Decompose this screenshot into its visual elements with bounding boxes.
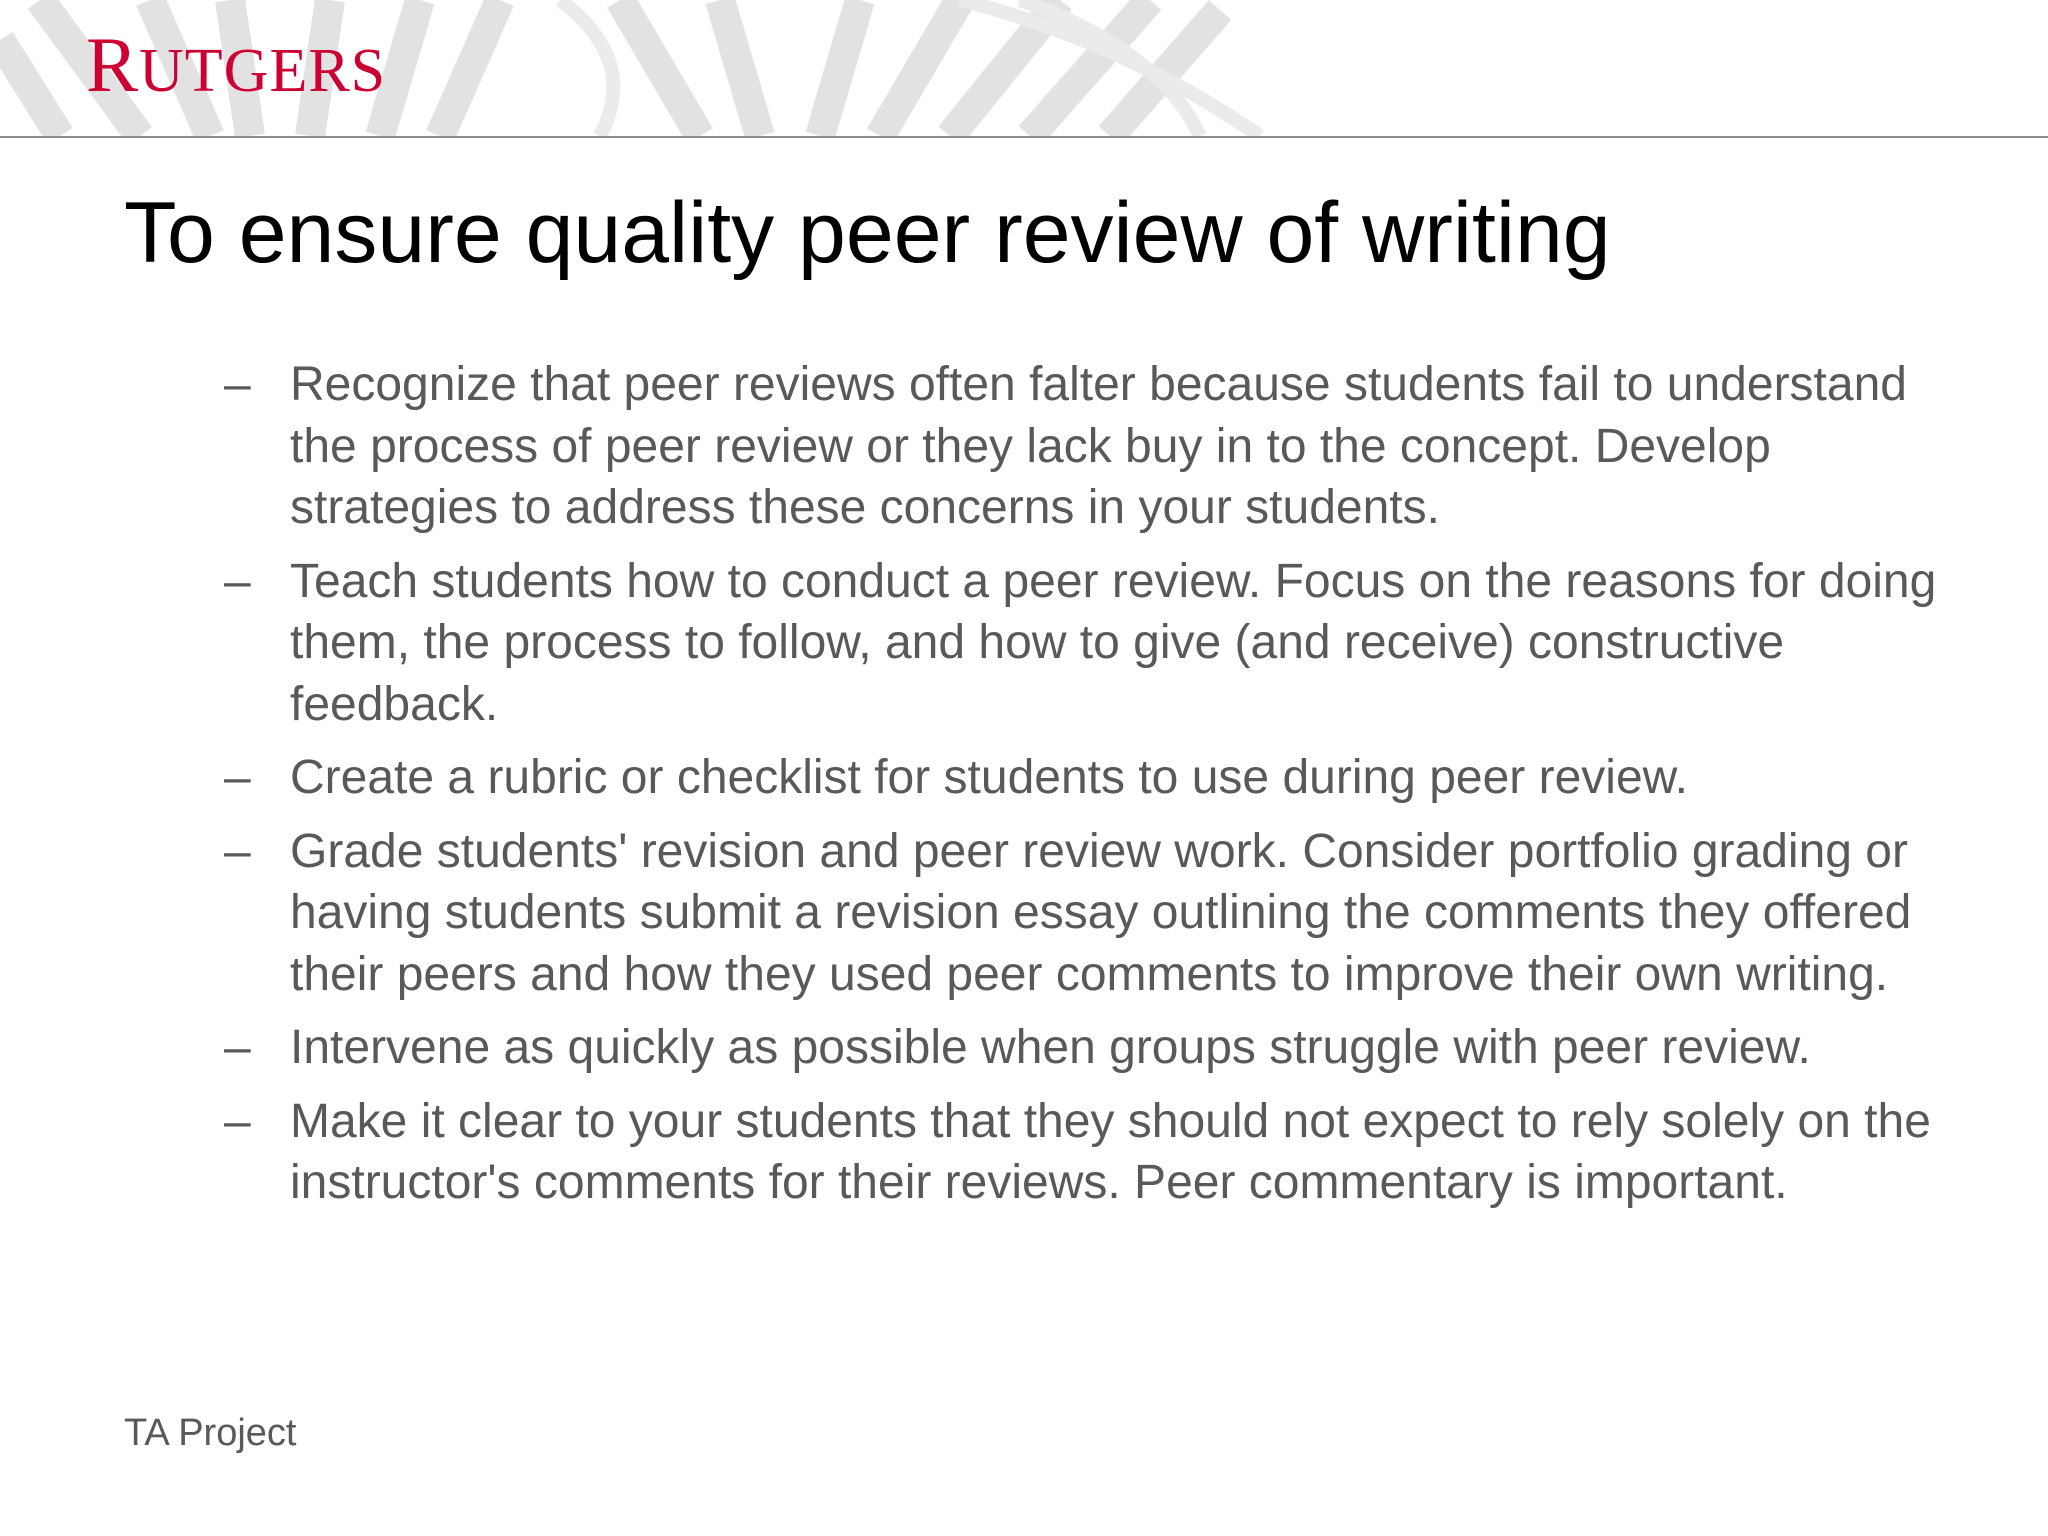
dash-bullet-icon: – [224,751,251,804]
bullet-item [224,354,1984,539]
bullet-text: Teach students how to conduct a peer review. Focus on the reasons for doing them, the process to follow, and how to give (and receive) constructive feedback. [290,554,1937,731]
slide-title: To ensure quality peer review of writing [124,185,1611,281]
bullet-text: Grade students' revision and peer review work. Consider portfolio grading or having students submit a revision essay outlining the comments they offered their peers and how they used peer comments to improve their own writing. [290,824,1912,1001]
dash-bullet-icon: – [224,1094,251,1148]
bullet-text: Create a rubric or checklist for students to use during peer review. [290,751,1688,804]
bullet-item [224,1017,1984,1079]
logo-rest: UTGERS [139,37,387,105]
bullet-text: Recognize that peer reviews often falter because students fail to understand the process of peer review or they lack buy in to the concept. Develop strategies to address these concerns in your students. [290,358,1907,534]
bullet-list [224,354,1984,1226]
dash-bullet-icon: – [224,358,251,411]
bullet-item [224,747,1984,809]
footer-label: TA Project [124,1412,297,1454]
bullet-item [224,821,1984,1006]
logo-initial: R [86,21,140,108]
bullet-item [224,551,1984,736]
bullet-text: Intervene as quickly as possible when groups struggle with peer review. [290,1021,1811,1074]
dash-bullet-icon: – [224,1021,251,1074]
bullet-item [224,1091,1984,1214]
dash-bullet-icon: – [224,824,251,878]
bullet-text: Make it clear to your students that they should not expect to rely solely on the instructor's comments for their reviews. Peer commentary is important. [290,1094,1931,1209]
dash-bullet-icon: – [224,554,251,608]
rutgers-logo [86,21,387,108]
header-divider [0,136,2048,138]
header-band [0,0,2048,136]
